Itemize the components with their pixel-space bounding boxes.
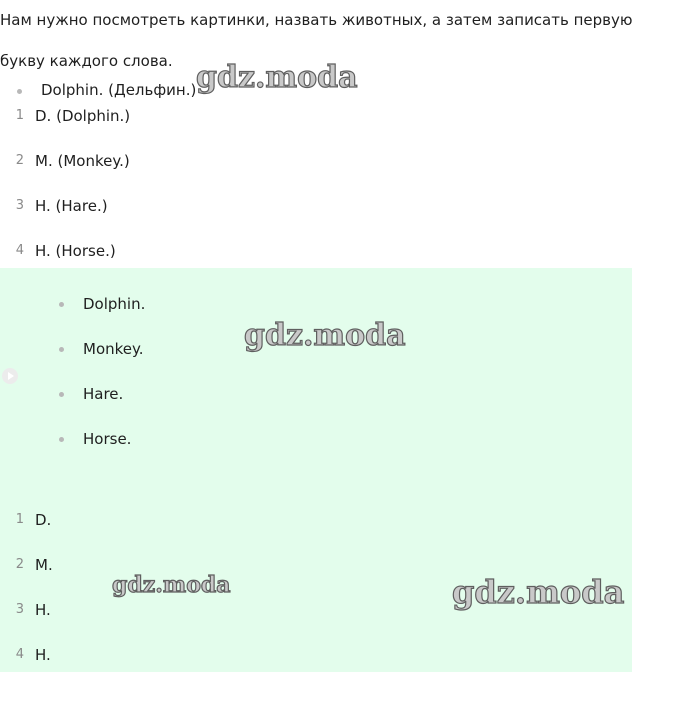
list-number: 4 — [15, 647, 24, 662]
watermark: gdz.moda — [244, 318, 406, 353]
list-number: 1 — [15, 108, 24, 123]
list-number: 2 — [15, 557, 24, 572]
watermark: gdz.moda — [452, 573, 625, 611]
list-number: 1 — [15, 512, 24, 527]
watermark: gdz.moda — [112, 572, 231, 598]
answer-bullet: Horse. — [83, 430, 132, 448]
list-item: D. (Dolphin.) — [35, 107, 131, 125]
bullet-marker — [17, 89, 22, 94]
answer-letter: H. — [35, 601, 51, 619]
list-item: H. (Hare.) — [35, 197, 108, 215]
list-item: M. (Monkey.) — [35, 152, 130, 170]
answer-bullet: Monkey. — [83, 340, 144, 358]
first-bullet-text: Dolphin. (Дельфин.) — [41, 81, 197, 99]
list-number: 3 — [15, 198, 24, 213]
list-number: 2 — [15, 153, 24, 168]
bullet-marker — [59, 302, 64, 307]
list-item: H. (Horse.) — [35, 242, 116, 260]
answer-bullet: Dolphin. — [83, 295, 146, 313]
task-description: Нам нужно посмотреть картинки, назвать животных, а затем записать первую букву каждого слова. — [0, 11, 633, 70]
answer-bullet: Hare. — [83, 385, 124, 403]
answer-letter: D. — [35, 511, 52, 529]
bullet-marker — [59, 347, 64, 352]
expand-arrow-icon[interactable] — [2, 368, 18, 384]
watermark: gdz.moda — [196, 60, 358, 95]
bullet-marker — [59, 392, 64, 397]
answer-letter: M. — [35, 556, 53, 574]
list-number: 4 — [15, 243, 24, 258]
bullet-marker — [59, 437, 64, 442]
list-number: 3 — [15, 602, 24, 617]
answer-letter: H. — [35, 646, 51, 664]
